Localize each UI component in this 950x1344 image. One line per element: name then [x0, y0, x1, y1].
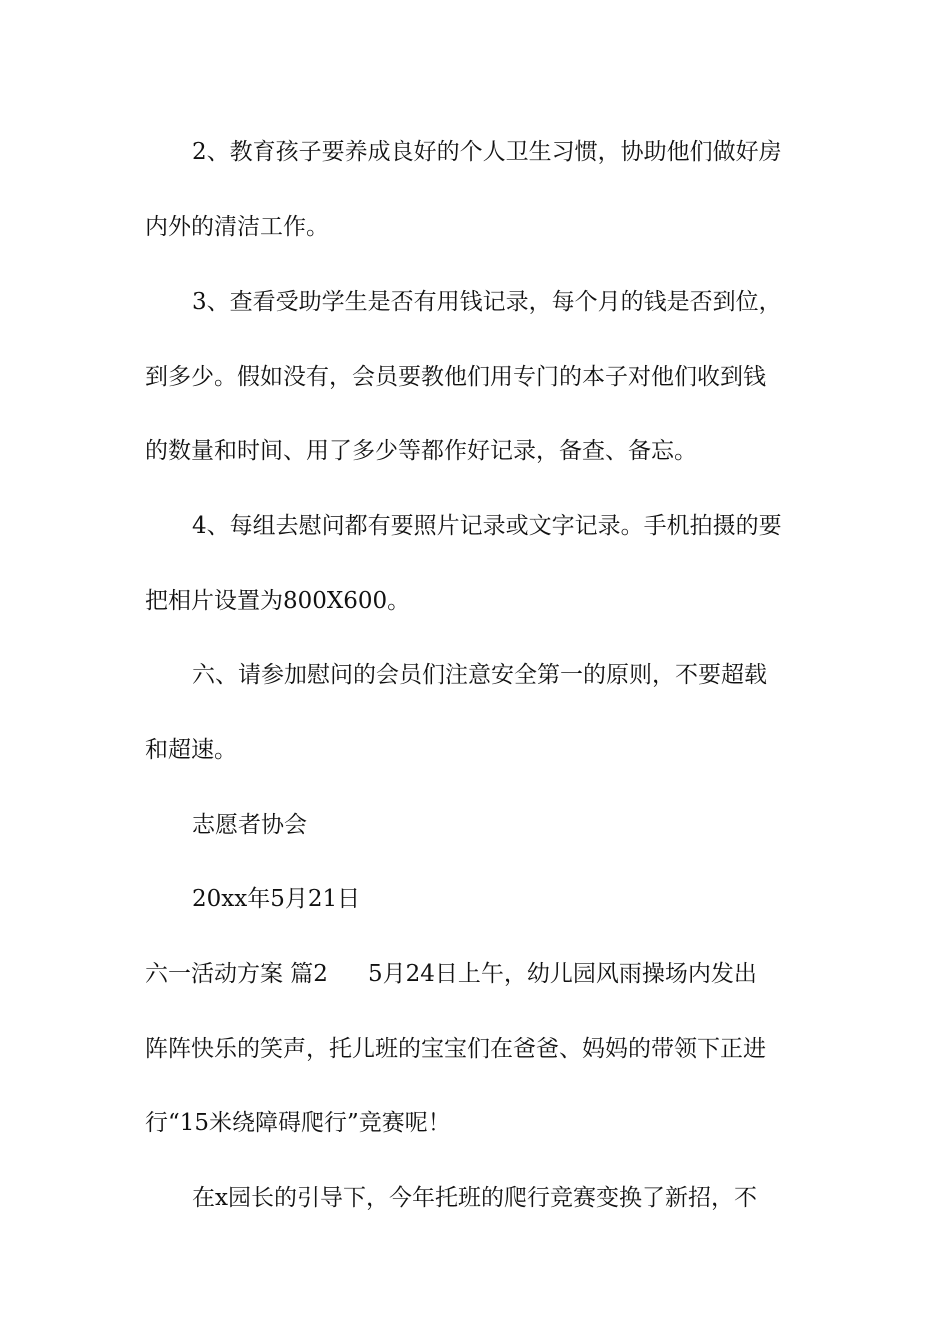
paragraph-line: 4、每组去慰问都有要照片记录或文字记录。手机拍摄的要 [192, 513, 782, 539]
section-heading: 六一活动方案 篇2 [145, 961, 328, 987]
paragraph-line: 到多少。假如没有，会员要教他们用专门的本子对他们收到钱 [145, 364, 766, 390]
paragraph-line: 2、教育孩子要养成良好的个人卫生习惯，协助他们做好房 [192, 139, 782, 165]
paragraph-line: 在x园长的引导下，今年托班的爬行竞赛变换了新招，不 [192, 1185, 757, 1211]
paragraph-line: 阵阵快乐的笑声，托儿班的宝宝们在爸爸、妈妈的带领下正进 [145, 1036, 766, 1062]
paragraph-line: 和超速。 [145, 737, 237, 763]
paragraph-line: 行“15米绕障碍爬行”竞赛呢！ [145, 1110, 451, 1136]
section-heading-line [145, 959, 815, 989]
paragraph-line: 六、请参加慰问的会员们注意安全第一的原则，不要超载 [192, 662, 767, 688]
signature-organization: 志愿者协会 [192, 812, 307, 838]
paragraph-line: 3、查看受助学生是否有用钱记录，每个月的钱是否到位， [192, 289, 782, 315]
paragraph-line: 内外的清洁工作。 [145, 214, 329, 240]
signature-date: 20xx年5月21日 [192, 886, 361, 912]
paragraph-line: 把相片设置为800X600。 [145, 588, 411, 614]
paragraph-start: 5月24日上午，幼儿园风雨操场内发出 [367, 961, 757, 987]
paragraph-line: 的数量和时间、用了多少等都作好记录，备查、备忘。 [145, 438, 697, 464]
